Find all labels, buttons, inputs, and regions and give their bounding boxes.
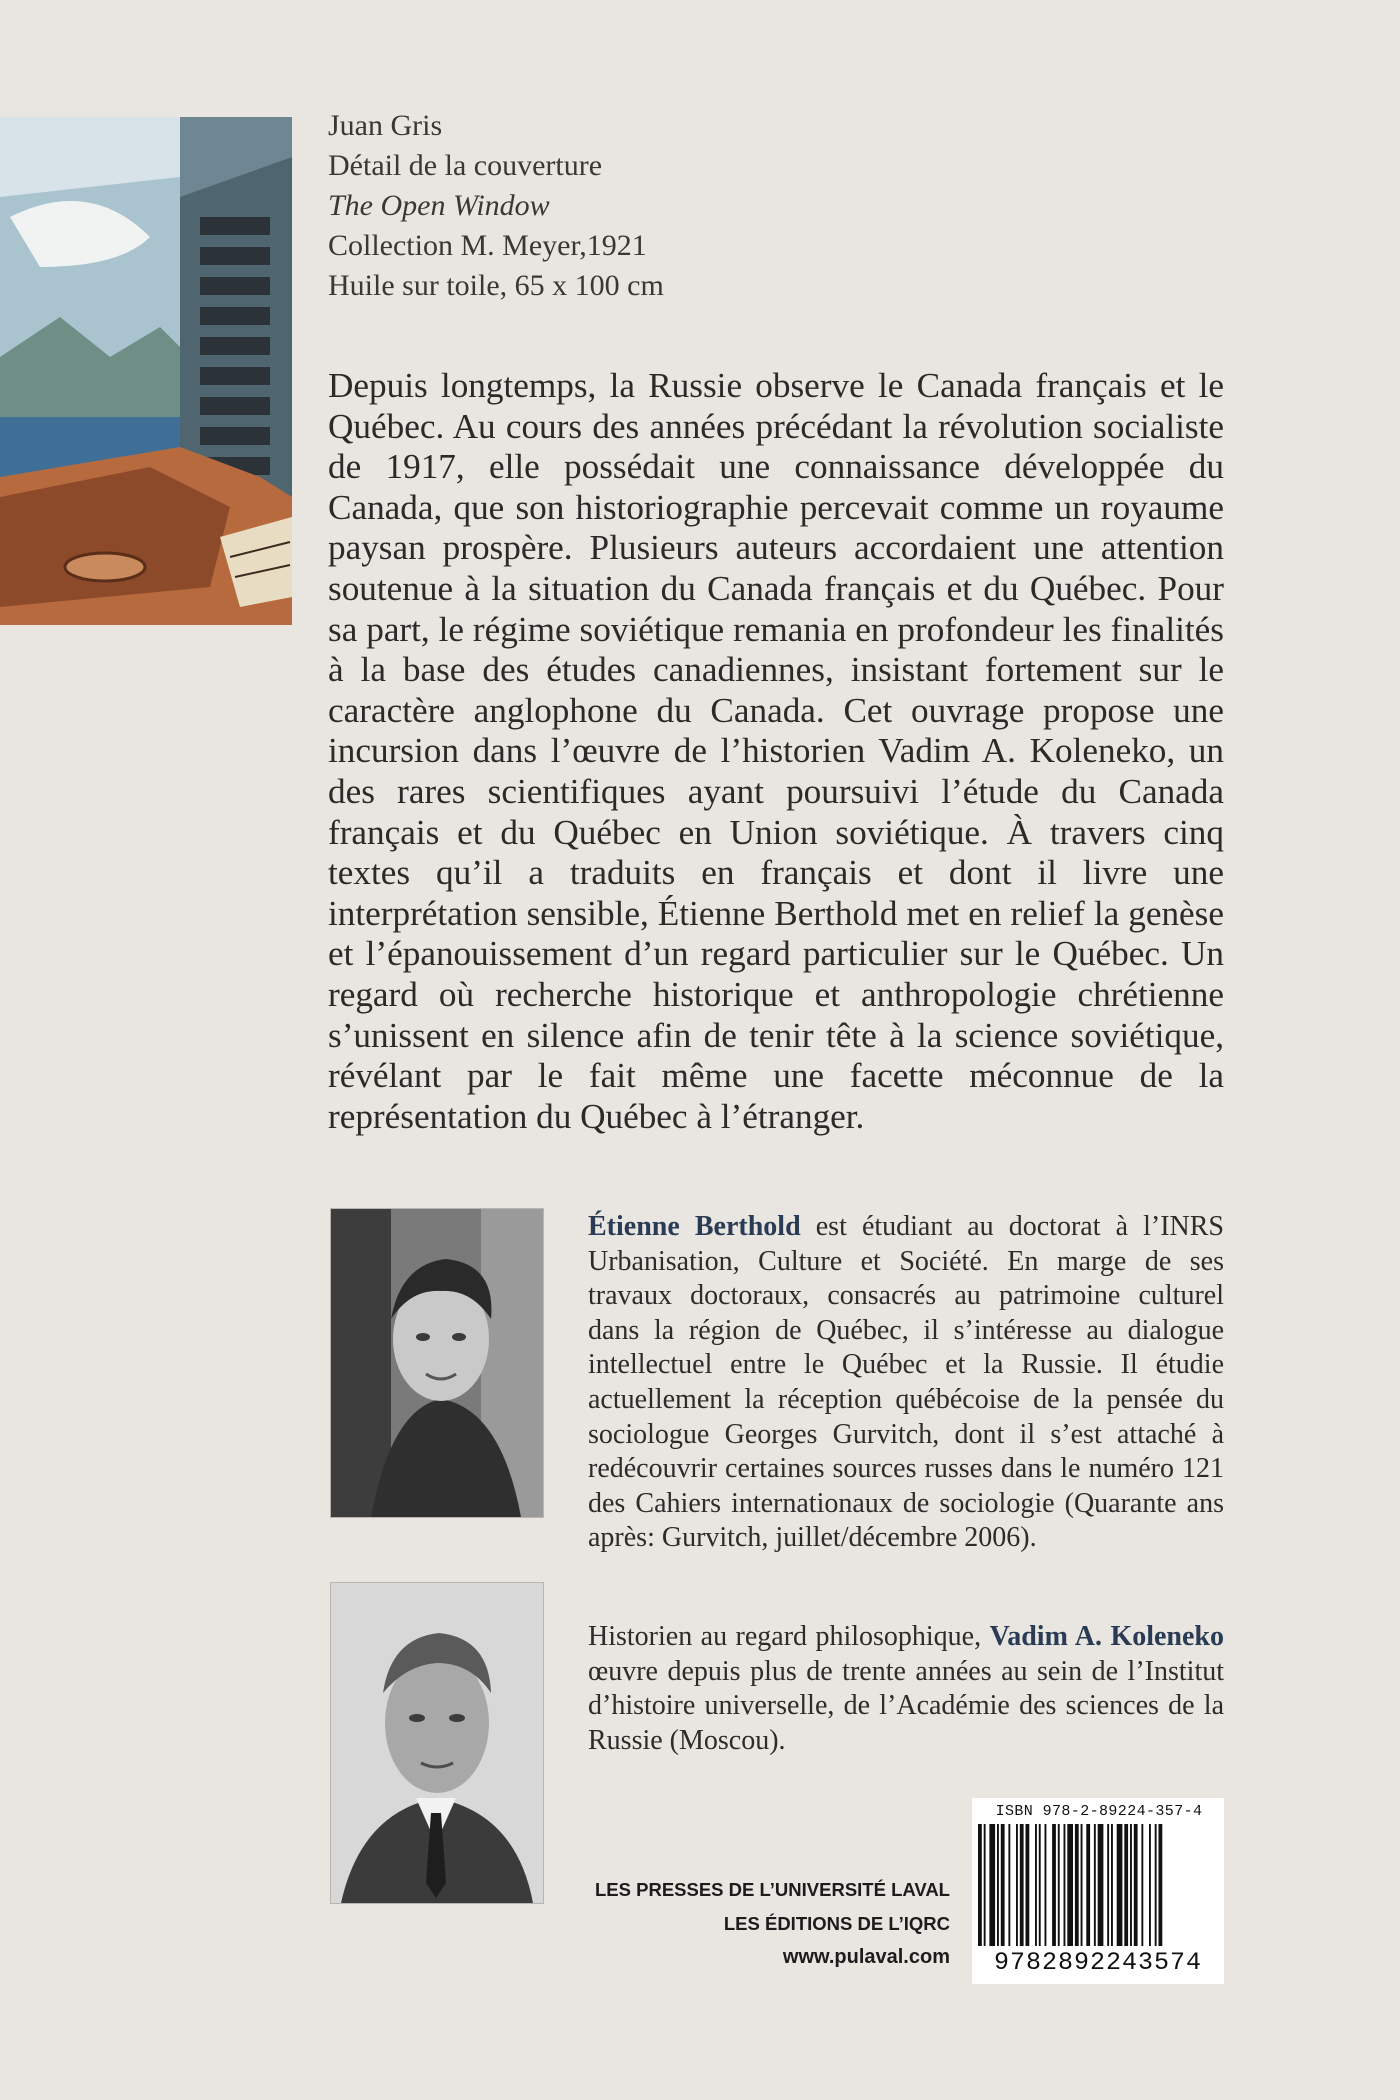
bio-koleneko: [588, 1620, 1224, 1758]
publisher-website[interactable]: www.pulaval.com: [782, 1946, 950, 1968]
caption-detail: Détail de la couverture: [328, 149, 603, 182]
publisher-iqrc: LES ÉDITIONS DE L’IQRC: [723, 1913, 950, 1934]
bio-berthold-text: est étudiant au doctorat à l’INRS Urbanisation, Culture et Société. En marge de ses travaux doctoraux, consacrés au patrimoine culturel dans la région de Québec, il s’intéresse au dialogue intellectuel entre le Québec et la Russie. Il étudie actuellement la réception québécoise de la pensée du sociologue Georges Gurvitch, dont il s’est attaché à redécouvrir certaines sources russes dans le numéro 121 des Cahiers internationaux de sociologie (Quarante ans après: Gurvitch, juillet/décembre 2006).: [588, 1211, 1224, 1554]
bio-koleneko-name: Vadim A. Koleneko: [989, 1621, 1224, 1652]
author-photo-koleneko: [330, 1582, 544, 1904]
bio-berthold: [588, 1210, 1224, 1556]
caption-collection: Collection M. Meyer,1921: [328, 229, 647, 262]
caption-title: The Open Window: [328, 189, 550, 222]
caption-artist: Juan Gris: [328, 109, 443, 142]
publisher-laval: LES PRESSES DE L’UNIVERSITÉ LAVAL: [595, 1879, 950, 1900]
caption-medium: Huile sur toile, 65 x 100 cm: [328, 269, 664, 302]
isbn-label: ISBN 978-2-89224-357-4: [995, 1803, 1203, 1820]
book-summary: Depuis longtemps, la Russie observe le Canada français et le Québec. Au cours des années précédant la révolution socialiste de 1917, elle possédait une connaissance développée du Canada, que son historiographie percevait comme un royaume paysan prospère. Plusieurs auteurs accordaient une attention soutenue à la situation du Canada français et du Québec. Pour sa part, le régime soviétique remania en profondeur les finalités à la base des études canadiennes, insistant fortement sur le caractère anglophone du Canada. Cet ouvrage propose une incursion dans l’œuvre de l’historien Vadim A. Koleneko, un des rares scientifiques ayant poursuivi l’étude du Canada français et du Québec en Union soviétique. À travers cinq textes qu’il a traduits en français et dont il livre une interprétation sensible, Étienne Berthold met en relief la genèse et l’épanouissement d’un regard particulier sur le Québec. Un regard où recherche historique et anthropologie chrétienne s’unissent en silence afin de tenir tête à la science soviétique, révélant par le fait même une facette méconnue de la représentation du Québec à l’étranger.: [328, 366, 1224, 1136]
author-photo-berthold: [330, 1208, 544, 1518]
isbn-barcode: [972, 1798, 1224, 1984]
barcode-bars: [978, 1824, 1218, 1948]
painting-caption: [328, 106, 748, 306]
ean-number: 9782892243574: [993, 1948, 1203, 1977]
bio-berthold-name: Étienne Berthold: [588, 1211, 801, 1242]
cover-painting-detail: [0, 117, 292, 625]
bio-koleneko-text: œuvre depuis plus de trente années au sein de l’Institut d’histoire universelle, de l’Académie des sciences de la Russie (Moscou).: [588, 1655, 1224, 1756]
bio-koleneko-prefix: Historien au regard philosophique,: [588, 1621, 990, 1652]
